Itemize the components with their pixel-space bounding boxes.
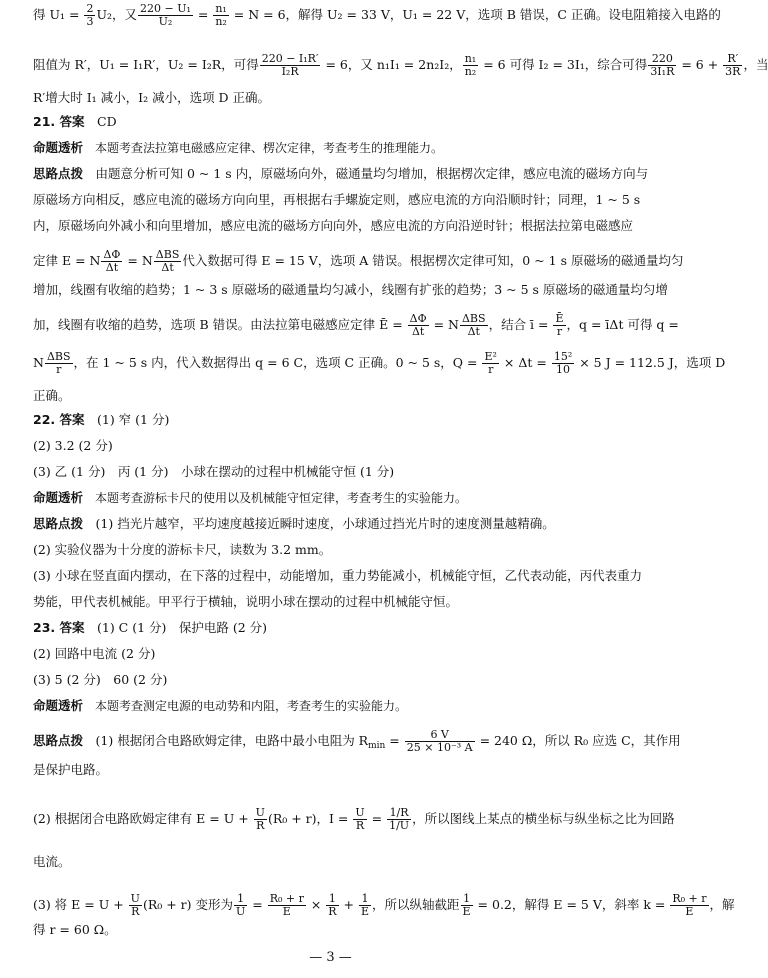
text-line — [33, 463, 647, 481]
text-line — [33, 312, 679, 338]
text-run: + — [339, 897, 358, 912]
text-run: = — [367, 811, 387, 826]
text-run: (1) C (1 分) 保护电路 (2 分) — [84, 620, 268, 635]
text-run: (2) 实验仪器为十分度的游标卡尺，读数为 3.2 mm。 — [33, 542, 332, 557]
fraction-numerator: ΔBS — [155, 248, 180, 261]
fraction — [461, 893, 473, 918]
text-line — [33, 515, 647, 533]
text-run: = — [385, 733, 404, 748]
fraction-denominator: E — [685, 905, 694, 918]
fraction — [552, 351, 574, 376]
fraction — [353, 807, 366, 832]
fraction-numerator: 220 — [648, 53, 676, 66]
text-run: (1) 根据闭合电路欧姆定律，电路中最小电阻为 R — [83, 733, 369, 748]
text-run: × Δt = — [499, 355, 551, 370]
text-run: = 6，又 n₁I₁ = 2n₂I₂， — [321, 57, 462, 72]
fraction-denominator: R — [131, 905, 140, 918]
fraction — [45, 351, 73, 376]
fraction-numerator: 1 — [234, 893, 247, 906]
fraction-denominator: E — [361, 905, 370, 918]
text-run: U₂，又 — [96, 7, 137, 22]
fraction-numerator: ΔΦ — [103, 248, 121, 261]
fraction — [387, 807, 411, 832]
text-run: CD — [84, 114, 117, 129]
fraction — [405, 729, 475, 754]
text-line — [33, 281, 668, 299]
fraction-numerator: 15² — [553, 350, 573, 363]
fraction — [84, 3, 95, 28]
fraction — [254, 807, 267, 832]
section-label: 思路点拨 — [33, 516, 84, 531]
fraction-numerator: U — [130, 892, 140, 905]
fraction-denominator: r — [56, 363, 62, 376]
fraction-numerator: E² — [484, 350, 497, 363]
fraction-denominator: 3R — [725, 65, 741, 78]
text-run: (R₀ + r) 变形为 — [142, 897, 233, 912]
fraction-denominator: 10 — [556, 363, 571, 376]
fraction — [268, 893, 306, 918]
fraction — [359, 893, 371, 918]
fraction-numerator: ΔBS — [46, 350, 71, 363]
fraction-numerator: 1 — [326, 893, 338, 906]
fraction — [129, 893, 142, 918]
section-label: 22. 答案 — [33, 412, 85, 427]
fraction-denominator: E — [462, 905, 471, 918]
fraction-numerator: R₀ + r — [269, 892, 304, 905]
text-line — [33, 892, 735, 918]
text-run: ，当 — [743, 57, 768, 72]
text-run: (2) 回路中电流 (2 分) — [33, 646, 156, 661]
fraction-denominator: 25 × 10⁻³ A — [406, 741, 473, 754]
text-run: (2) 根据闭合电路欧姆定律有 E = U + — [33, 811, 253, 826]
text-line — [33, 165, 647, 183]
text-line — [33, 217, 647, 235]
fraction-numerator: 1 — [461, 893, 473, 906]
text-run: ，结合 ī = — [488, 317, 553, 332]
text-run: = N — [429, 317, 459, 332]
text-run: ，解 — [709, 897, 735, 912]
text-run: = N = 6，解得 U₂ = 33 V，U₁ = 22 V，选项 B 错误，C 正确。设电阻箱接入电路的 — [229, 7, 721, 22]
fraction-denominator: U — [235, 905, 246, 918]
fraction — [463, 53, 479, 78]
fraction-denominator: r — [556, 325, 563, 338]
section-label: 命题透析 — [33, 698, 84, 713]
fraction-denominator: Δt — [467, 325, 480, 338]
text-run: (1) 窄 (1 分) — [84, 412, 170, 427]
fraction-numerator: 6 V — [405, 729, 475, 742]
text-run: R′增大时 I₁ 减小，I₂ 减小，选项 D 正确。 — [33, 90, 271, 105]
fraction-numerator: Ē — [555, 312, 564, 325]
text-run: (3) 5 (2 分) 60 (2 分) — [33, 672, 168, 687]
section-label: 思路点拨 — [33, 166, 84, 181]
fraction-denominator: R — [328, 905, 337, 918]
text-line — [33, 567, 647, 585]
text-line — [33, 541, 647, 559]
text-line — [33, 619, 647, 637]
text-line — [33, 191, 647, 209]
text-run: ，所以纵轴截距 — [372, 897, 460, 912]
fraction-denominator: U₂ — [158, 15, 173, 28]
text-line — [33, 728, 681, 755]
fraction-numerator: 2 — [86, 2, 94, 15]
fraction — [213, 3, 229, 28]
fraction-denominator: n₂ — [464, 65, 477, 78]
fraction — [154, 249, 182, 274]
fraction — [326, 893, 338, 918]
text-run: 由题意分析可知 0 ~ 1 s 内，原磁场向外，磁通量均匀增加，根据楞次定律，感应电流的磁场方向与 — [83, 166, 649, 181]
text-run: = N — [123, 253, 153, 268]
fraction-denominator: n₂ — [215, 15, 227, 28]
analysis-text: 本题考查游标卡尺的使用以及机械能守恒定律，考查考生的实验能力。 — [83, 491, 468, 505]
text-line — [33, 853, 647, 871]
text-run: 得 r = 60 Ω。 — [33, 922, 117, 937]
text-line — [33, 437, 647, 455]
fraction-numerator: ΔΦ — [409, 312, 427, 325]
section-label: 思路点拨 — [33, 733, 84, 748]
fraction-denominator: Δt — [161, 261, 174, 274]
fraction — [460, 313, 488, 338]
fraction-denominator: 3I₁R — [650, 65, 675, 78]
text-run: (3) 小球在竖直面内摆动，在下落的过程中，动能增加，重力势能减小，机械能守恒，乙代表动能，丙代表重力 — [33, 568, 643, 583]
analysis-text: 本题考查法拉第电磁感应定律、楞次定律，考查考生的推理能力。 — [83, 141, 444, 155]
text-run: 原磁场方向相反，感应电流的磁场方向向里，再根据右手螺旋定则，感应电流的方向沿顺时针；同理，1 ~ 5 s — [33, 192, 641, 207]
text-run: 代入数据可得 E = 15 V，选项 A 错误。根据楞次定律可知，0 ~ 1 s 原磁场的磁通量均匀 — [182, 253, 684, 268]
fraction — [553, 313, 565, 338]
fraction-numerator: U — [255, 806, 265, 819]
text-line — [33, 671, 647, 689]
text-run: 加，线圈有收缩的趋势，选项 B 错误。由法拉第电磁感应定律 Ē = — [33, 317, 407, 332]
text-run: = 6 可得 I₂ = 3I₁，综合可得 — [479, 57, 648, 72]
fraction-denominator: Δt — [105, 261, 119, 274]
fraction-denominator: 3 — [86, 15, 94, 28]
text-run: 阻值为 R′，U₁ = I₁R′，U₂ = I₂R，可得 — [33, 57, 259, 72]
fraction — [101, 249, 122, 274]
fraction-numerator: 1/R — [387, 807, 411, 820]
text-line — [33, 139, 647, 157]
section-label: 命题透析 — [33, 140, 84, 155]
text-run: 内，原磁场向外减小和向里增加，感应电流的磁场方向向外，感应电流的方向沿逆时针；根据法拉第电磁感应 — [33, 218, 634, 233]
text-run: = 0.2，解得 E = 5 V，斜率 k = — [473, 897, 670, 912]
text-run: 定律 E = N — [33, 253, 101, 268]
text-line — [33, 697, 647, 715]
text-line — [33, 52, 768, 78]
fraction — [260, 53, 321, 78]
text-run: 得 U₁ = — [33, 7, 84, 22]
text-line — [33, 593, 647, 611]
text-line — [33, 761, 647, 779]
text-run: = 240 Ω，所以 R₀ 应选 C，其作用 — [475, 733, 681, 748]
fraction-numerator: R₀ + r — [672, 892, 707, 905]
text-run: (3) 将 E = U + — [33, 897, 128, 912]
text-run: (1) 挡光片越窄，平均速度越接近瞬时速度，小球通过挡光片时的速度测量越精确。 — [83, 516, 555, 531]
text-run: N — [33, 355, 44, 370]
text-run: × 5 J = 112.5 J，选项 D — [575, 355, 726, 370]
text-line — [33, 113, 647, 131]
text-run: (R₀ + r)，I = — [267, 811, 353, 826]
text-line — [33, 489, 647, 507]
fraction-denominator: 1/U — [389, 819, 410, 832]
text-line — [33, 89, 647, 107]
text-line — [33, 387, 647, 405]
fraction — [408, 313, 429, 338]
text-line — [33, 2, 721, 28]
fraction-denominator: R — [355, 819, 365, 832]
text-run: (2) 3.2 (2 分) — [33, 438, 113, 453]
text-run: = — [248, 897, 267, 912]
fraction-numerator: 220 − U₁ — [140, 2, 191, 15]
text-run: 正确。 — [33, 388, 71, 403]
text-run: 是保护电路。 — [33, 762, 109, 777]
fraction-denominator: Δt — [411, 325, 425, 338]
fraction-numerator: ΔBS — [461, 312, 486, 325]
fraction-denominator: r — [488, 363, 494, 376]
fraction-numerator: R′ — [723, 53, 742, 66]
text-line — [33, 248, 684, 274]
text-line — [33, 350, 726, 376]
section-label: 21. 答案 — [33, 114, 85, 129]
fraction-denominator: E — [282, 905, 291, 918]
analysis-text: 本题考查测定电源的电动势和内阻，考查考生的实验能力。 — [83, 699, 408, 713]
text-run: = 6 + — [677, 57, 723, 72]
text-line — [33, 806, 675, 832]
fraction — [138, 3, 193, 28]
section-label: 命题透析 — [33, 490, 84, 505]
fraction-denominator: R — [256, 819, 265, 832]
text-line — [33, 645, 647, 663]
fraction-numerator: U — [355, 806, 365, 819]
fraction-numerator: n₁ — [215, 2, 227, 15]
page-number: — 3 — — [309, 950, 352, 965]
fraction-numerator: 220 − I₁R′ — [261, 52, 319, 65]
text-run: 增加，线圈有收缩的趋势；1 ~ 3 s 原磁场的磁通量均匀减小，线圈有扩张的趋势；3 ~ 5 s 原磁场的磁通量均匀增 — [33, 282, 668, 297]
fraction — [234, 893, 247, 918]
text-run: × — [306, 897, 326, 912]
text-run: ，在 1 ~ 5 s 内，代入数据得出 q = 6 C，选项 C 正确。0 ~ 5 s，Q = — [73, 355, 482, 370]
fraction-numerator: n₁ — [464, 52, 477, 65]
text-line — [33, 921, 647, 939]
subscript: min — [368, 741, 386, 751]
fraction — [482, 351, 498, 376]
text-run: 势能，甲代表机械能。甲平行于横轴，说明小球在摆动的过程中机械能守恒。 — [33, 594, 459, 609]
fraction-denominator: I₂R — [281, 65, 299, 78]
text-run: 电流。 — [33, 854, 71, 869]
section-label: 23. 答案 — [33, 620, 85, 635]
fraction-numerator: 1 — [359, 893, 371, 906]
fraction — [648, 53, 676, 78]
fraction — [670, 893, 708, 918]
fraction — [723, 53, 742, 78]
text-run: = — [193, 7, 213, 22]
text-line — [33, 411, 647, 429]
text-run: ，所以图线上某点的横坐标与纵坐标之比为回路 — [412, 811, 675, 826]
text-run: ，q = īΔt 可得 q = — [566, 317, 679, 332]
text-run: (3) 乙 (1 分) 丙 (1 分) 小球在摆动的过程中机械能守恒 (1 分) — [33, 464, 395, 479]
